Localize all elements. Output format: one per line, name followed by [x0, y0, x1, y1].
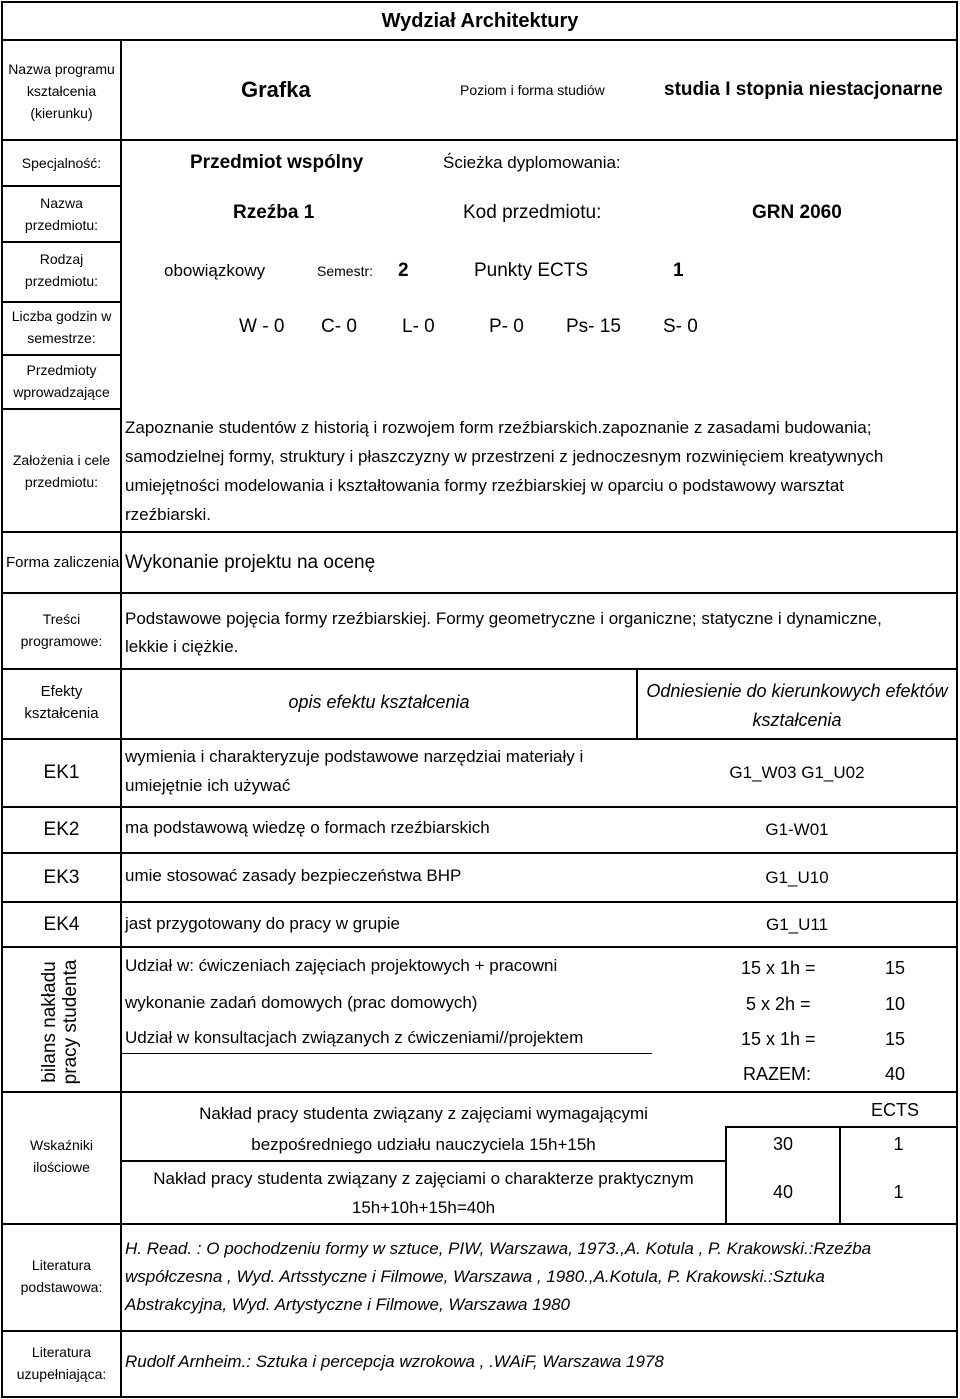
content-label-line1: Treści	[42, 611, 81, 627]
specialty-value: Przedmiot wspólny	[190, 152, 364, 173]
ects-header: ECTS	[871, 1100, 920, 1120]
subject-label-line1: Nazwa	[40, 195, 83, 211]
indicator-row2	[122, 1164, 725, 1222]
workload-calc: 5 x 2h =	[746, 994, 811, 1014]
workload-value: 15	[885, 1029, 906, 1049]
subject-code: GRN 2060	[752, 202, 842, 223]
indicators-label-line2: ilościowe	[33, 1159, 90, 1175]
indicators-label	[3, 1134, 120, 1178]
outcomes-label-line1: Efekty	[40, 683, 83, 700]
hours-c: C- 0	[321, 316, 357, 337]
outcome-ref: G1-W01	[765, 820, 829, 839]
basic-literature	[125, 1235, 953, 1319]
outcome-ref-header-line1: Odniesienie do kierunkowych efektów	[646, 681, 948, 701]
outcome-ref: G1_U10	[765, 867, 829, 887]
outcome-ref: G1_U11	[765, 914, 829, 934]
prereq-label-line1: Przedmioty	[26, 362, 97, 378]
workload-calc: 15 x 1h =	[741, 1029, 816, 1049]
prereq-label	[3, 359, 120, 403]
program-name: Grafka	[241, 77, 311, 102]
program-label-line2: kształcenia	[26, 83, 97, 99]
extra-literature: Rudolf Arnheim.: Sztuka i percepcja wzrokowa , .WAiF, Warszawa 1978	[125, 1352, 664, 1371]
outcome-desc: jast przygotowany do pracy w grupie	[125, 914, 400, 933]
basic-literature-line: Abstrakcyjna, Wyd. Artystyczne i Filmowe, Warszawa 1980	[125, 1295, 570, 1314]
hours-label-line2: semestrze:	[27, 330, 96, 346]
type-label	[3, 248, 120, 292]
content-label-line2: programowe:	[20, 633, 103, 649]
indicator-row1-line2: bezpośredniego udziału nauczyciela 15h+15h	[251, 1135, 596, 1154]
indicator-row1-line1: Nakład pracy studenta związany z zajęciami wymagającymi	[199, 1104, 648, 1123]
assessment-value: Wykonanie projektu na ocenę	[125, 552, 376, 573]
faculty-title: Wydział Architektury	[381, 10, 579, 32]
goals-line: umiejętności modelowania i kształtowania formy rzeźbiarskiej w oparciu o podstawowy warsztat	[125, 476, 845, 495]
path-label: Ścieżka dyplomowania:	[443, 153, 621, 172]
hours-p: P- 0	[489, 316, 524, 337]
workload-label-line1: bilans nakładu	[39, 961, 60, 1083]
basic-literature-label	[3, 1254, 120, 1298]
outcome-desc: ma podstawową wiedzę o formach rzeźbiarskich	[125, 818, 490, 837]
goals-text	[125, 413, 953, 529]
level-label: Poziom i forma studiów	[460, 82, 605, 98]
semester-value: 2	[398, 260, 409, 281]
specialty-label: Specjalność:	[21, 155, 102, 171]
workload-total-label: RAZEM:	[743, 1064, 812, 1084]
outcome-id: EK2	[43, 819, 80, 840]
subject-label-line2: przedmiotu:	[24, 217, 99, 233]
indicators-label-line1: Wskaźniki	[29, 1137, 93, 1153]
outcome-desc-line2: umiejętnie ich używać	[125, 776, 291, 795]
type-value: obowiązkowy	[164, 261, 266, 280]
assessment-label: Forma zaliczenia	[6, 554, 120, 571]
prereq-label-line2: wprowadzające	[13, 384, 110, 400]
indicator-row2-line1: Nakład pracy studenta związany z zajęciami o charakterze praktycznym	[153, 1169, 694, 1188]
indicator-row1-ects: 1	[893, 1133, 904, 1154]
indicator-row2-ects: 1	[893, 1182, 904, 1202]
goals-line: Zapoznanie studentów z historią i rozwojem form rzeźbiarskich.zapoznanie z zasadami budowania;	[125, 418, 872, 437]
extra-literature-label-line1: Literatura	[31, 1344, 92, 1360]
workload-desc: wykonanie zadań domowych (prac domowych)	[125, 993, 478, 1012]
level-value: studia I stopnia niestacjonarne	[664, 79, 943, 100]
extra-literature-label	[3, 1341, 120, 1385]
goals-label-line1: Założenia i cele	[12, 452, 111, 468]
ects-value: 1	[673, 260, 684, 281]
outcome-id: EK1	[43, 762, 80, 783]
program-label-line1: Nazwa programu	[8, 61, 115, 77]
outcome-desc-header: opis efektu kształcenia	[288, 692, 470, 712]
indicator-row1-hours: 30	[772, 1133, 794, 1154]
extra-literature-label-line2: uzupełniająca:	[16, 1366, 107, 1382]
ects-label: Punkty ECTS	[474, 260, 589, 281]
outcome-ref: G1_W03 G1_U02	[729, 763, 865, 782]
outcome-id: EK3	[43, 866, 80, 888]
content-line: lekkie i ciężkie.	[125, 637, 239, 656]
indicator-row2-hours: 40	[772, 1182, 794, 1202]
goals-label	[3, 449, 120, 493]
subject-label	[3, 192, 120, 236]
workload-value: 10	[885, 994, 906, 1014]
workload-value: 15	[885, 958, 906, 978]
workload-label-line2: pracy studenta	[60, 959, 81, 1085]
content-line: Podstawowe pojęcia formy rzeźbiarskiej. Formy geometryczne i organiczne; statyczne i dynamiczne,	[125, 609, 882, 628]
type-label-line1: Rodzaj	[39, 251, 84, 267]
outcome-ref-header-line2: kształcenia	[752, 710, 842, 730]
basic-literature-line: H. Read. : O pochodzeniu formy w sztuce, PIW, Warszawa, 1973.,A. Kotula , P. Krakowski.:Rzeźba	[125, 1239, 872, 1258]
outcome-id: EK4	[43, 913, 80, 935]
outcomes-label-line2: kształcenia	[24, 705, 99, 722]
workload-total: 40	[885, 1064, 906, 1084]
basic-literature-label-line2: podstawowa:	[20, 1279, 103, 1295]
outcome-desc: umie stosować zasady bezpieczeństwa BHP	[125, 866, 462, 885]
hours-label-line1: Liczba godzin w	[11, 308, 112, 324]
hours-ps: Ps- 15	[566, 316, 621, 337]
outcome-desc-line1: wymienia i charakteryzuje podstawowe narzędziai materiały i	[125, 747, 584, 766]
goals-line: samodzielnej formy, struktury i płaszczyzny w przestrzeni z jednoczesnym rozwinięciem kreatywnych	[125, 447, 884, 466]
indicator-row2-line2: 15h+10h+15h=40h	[351, 1198, 496, 1217]
program-label	[3, 58, 120, 124]
indicator-row1	[122, 1098, 725, 1160]
workload-desc: Udział w konsultacjach związanych z ćwiczeniami//projektem	[125, 1028, 584, 1047]
content-label	[3, 608, 120, 652]
hours-w: W - 0	[239, 316, 285, 337]
goals-line: rzeźbiarski.	[125, 505, 211, 524]
workload-calc: 15 x 1h =	[741, 958, 816, 978]
semester-label: Semestr:	[317, 263, 374, 279]
workload-label	[39, 947, 79, 1097]
outcomes-label	[3, 681, 120, 725]
hours-label	[3, 305, 120, 349]
goals-label-line2: przedmiotu:	[24, 474, 99, 490]
program-label-line3: (kierunku)	[30, 105, 93, 121]
basic-literature-line: współczesna , Wyd. Artsstyczne i Filmowe, Warszawa , 1980.,A.Kotula, P. Krakowski.:Sztuka	[125, 1267, 825, 1286]
subject-name: Rzeźba 1	[233, 202, 315, 223]
basic-literature-label-line1: Literatura	[31, 1257, 92, 1273]
workload-desc: Udział w: ćwiczeniach zajęciach projektowych + pracowni	[125, 956, 558, 975]
outcome-desc	[125, 742, 583, 800]
content-text	[125, 605, 953, 661]
code-label: Kod przedmiotu:	[463, 202, 602, 223]
hours-s: S- 0	[663, 316, 698, 337]
hours-l: L- 0	[402, 316, 435, 337]
outcome-ref-header	[638, 677, 956, 735]
type-label-line2: przedmiotu:	[24, 273, 99, 289]
